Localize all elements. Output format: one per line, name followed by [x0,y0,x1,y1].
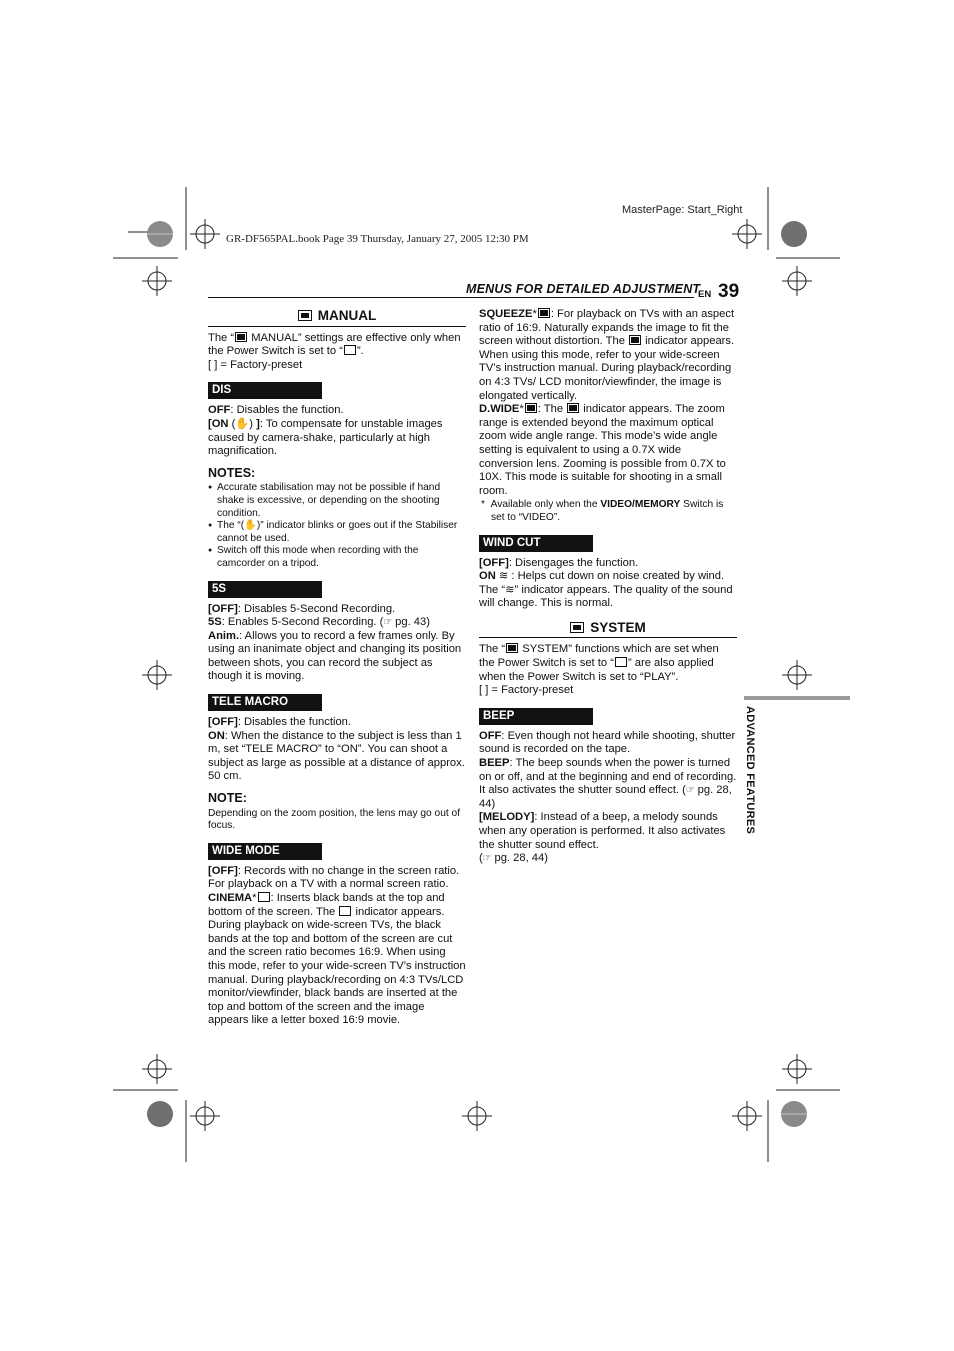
dis-off: OFF: Disables the function. [208,404,344,417]
m-mode-icon [344,345,356,355]
tele-on: ON: When the distance to the subject is less than 1 m, set “TELE MACRO” to “ON”. You can shoot a subject as large as possible at a distance of approx. 50 cm. [208,729,465,783]
wind-icon: ≋ [505,583,515,596]
stabiliser-icon: ✋ [244,520,257,532]
reference-icon: ☞ [383,617,396,629]
dwide-icon [567,403,579,413]
wind-off: [OFF]: Disengages the function. [479,556,639,569]
factory-preset-note: [ ] = Factory-preset [479,684,574,697]
squeeze-icon [538,308,550,318]
footnote: * Available only when the VIDEO/MEMORY Switch is set to “VIDEO”. [481,499,724,523]
note-item: ● Accurate stabilisation may not be possible if hand shake is excessive, or depending on the shooting condition. [208,482,466,520]
manual-heading: MANUAL [208,309,466,327]
header-rule [208,297,694,298]
tele-macro-bar: TELE MACRO [208,694,322,711]
fives-on: 5S: Enables 5-Second Recording. (☞ pg. 43) [208,616,430,629]
side-tab-bar [744,696,850,700]
manual-icon [298,310,312,321]
tele-off: [OFF]: Disables the function. [208,716,352,729]
note-heading: NOTE: [208,791,247,806]
dis-bar: DIS [208,382,322,399]
wind-icon: ≋ [498,570,509,583]
factory-preset-note: [ ] = Factory-preset [208,358,303,371]
beep-beep: BEEP: The beep sounds when the power is turned on or off, and at the beginning and end of recording. It also activates the shutter sound effect. (☞ pg. 28, 44) [479,757,737,810]
squeeze-icon [629,335,641,345]
wide-mode-bar: WIDE MODE [208,843,322,860]
page-number: 39 [718,281,740,302]
dwide-icon [525,403,537,413]
m-mode-icon [615,657,627,667]
manual-intro: The “ MANUAL” settings are effective only when the Power Switch is set to “ ”. [208,331,461,358]
left-column [208,309,466,1028]
side-tab-label: ADVANCED FEATURES [744,706,756,835]
fives-off: [OFF]: Disables 5-Second Recording. [208,602,396,615]
manual-icon [235,332,247,342]
stabiliser-icon: (✋) [231,417,254,430]
cinema-icon [258,892,270,902]
cinema-icon [339,906,351,916]
right-column [479,308,737,866]
print-header: GR-DF565PAL.book Page 39 Thursday, January 27, 2005 12:30 PM [226,233,529,245]
note-item: ● The “(✋)” indicator blinks or goes out if the Stabiliser cannot be used. [208,520,466,545]
master-page-label: MasterPage: Start_Right [622,204,743,216]
reference-icon: ☞ [685,785,698,797]
note-text: Depending on the zoom position, the lens may go out of focus. [208,807,461,832]
notes-list [208,482,466,570]
system-intro: The “ SYSTEM” functions which are set when the Power Switch is set to “ ” are also applied when the Power Switch is set to “PLAY”. [479,643,719,683]
reference-icon: ☞ [482,853,495,865]
notes-heading: NOTES: [208,465,256,480]
dis-on: [ON (✋) ]: To compensate for unstable images caused by camera-shake, particularly at high magnification. [208,417,443,458]
language-code: EN [698,289,712,300]
note-item: ● Switch off this mode when recording with the camcorder on a tripod. [208,545,466,570]
beep-melody: [MELODY]: Instead of a beep, a melody sounds when any operation is performed. It also activates the shutter sound effect. (☞ pg. 28, 44) [479,811,726,865]
fives-anim: Anim.: Allows you to record a few frames only. By using an inanimate object and changing its position between shots, you can record the subject as though it is moving. [208,629,462,683]
system-icon [570,622,584,633]
dwide-item: D.WIDE* : The indicator appears. The zoom range is extended beyond the maximum optical zoom wide angle range. This mode’s wide angle setting is equivalent to using a 0.7X wide conversion lens. Zooming is possible from 0.7X to 10X. This mode is suitable for shooting in a small room. [479,403,726,497]
wide-off: [OFF]: Records with no change in the screen ratio. For playback on a TV with a normal screen ratio. [208,864,460,891]
system-heading: SYSTEM [479,621,737,639]
wind-cut-bar: WIND CUT [479,535,593,552]
wide-cinema: CINEMA* : Inserts black bands at the top and bottom of the screen. The indicator appears. During playback on wide-screen TVs, the black bands at the top and bottom of the screen are cut and the screen ratio becomes 16:9. When using this mode, refer to your wide-screen TV’s instruction manual. During playback/recording on 4:3 TVs/LCD monitor/viewfinder, black bands are inserted at the top and bottom of the screen and the image appears like a letter boxed 16:9 movie. [208,892,466,1027]
running-title: MENUS FOR DETAILED ADJUSTMENT [466,282,701,296]
squeeze-item: SQUEEZE* : For playback on TVs with an aspect ratio of 16:9. Naturally expands the image to fit the screen without distortion. The indicator appears. When using this mode, refer to your wide-screen TV’s instruction manual. During playback/recording on 4:3 TVs/ LCD monitor/viewfinder, the image is elongated vertically. [479,308,735,402]
fives-bar: 5S [208,581,322,598]
beep-off: OFF: Even though not heard while shooting, shutter sound is recorded on the tape. [479,729,736,756]
system-icon [506,643,518,653]
wind-on: ON ≋ : Helps cut down on noise created by wind. The “≋” indicator appears. The quality of the sound will change. This is normal. [479,570,733,610]
beep-bar: BEEP [479,708,593,725]
